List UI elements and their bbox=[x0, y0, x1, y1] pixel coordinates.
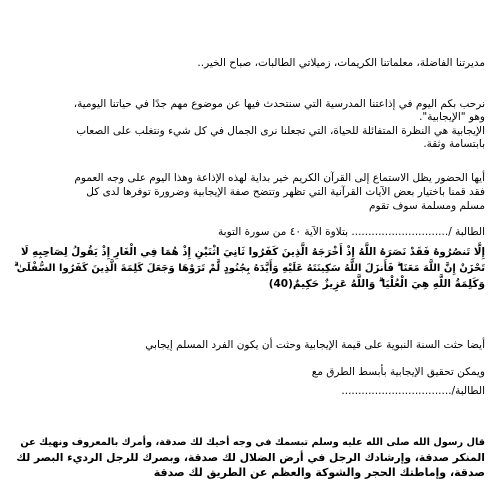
methods-intro-line: ويمكن تحقيق الإيجابية بأبسط الطرق مع bbox=[311, 366, 485, 378]
quran-intro-line: الطالبة /............................. بتلاوة الآية ٤٠ من سورة التوبة bbox=[218, 226, 485, 238]
greeting-line: مديرتنا الفاضلة، معلماتنا الكريمات، زميلاتي الطالبات، صباح الخير.. bbox=[197, 57, 485, 69]
hadith-line-3: صدقة، وإماطتك الحجر والشوكة والعظم عن الطريق لك صدقة bbox=[153, 466, 485, 479]
verse-line-1: إِلَّا تَنصُرُوهُ فَقَدْ نَصَرَهُ اللَّهُ إِذْ أَخْرَجَهُ الَّذِينَ كَفَرُوا ثَانِيَ اثْنَيْنِ إِذْ هُمَا فِي الْغَارِ إِذْ يَقُولُ لِصَاحِبِهِ لَا bbox=[20, 246, 485, 258]
verse-line-3: وَكَلِمَةُ اللَّهِ هِيَ الْعُلْيَا ۗ وَاللَّهُ عَزِيزٌ حَكِيمٌ(40) bbox=[268, 278, 485, 290]
verse-line-2: تَحْزَنْ إِنَّ اللَّهَ مَعَنَا ۖ فَأَنزَلَ اللَّهُ سَكِينَتَهُ عَلَيْهِ وَأَيَّدَهُ بِجُنُودٍ لَّمْ تَرَوْهَا وَجَعَلَ كَلِمَةَ الَّذِينَ كَفَرُوا السُّفْلَىٰ ۗ bbox=[14, 263, 485, 274]
audience-line-2: فقد قمنا باختيار بعض الآيات القرآنية التي تظهر وتتضح صفة الإيجابية وضرورة توفرها لدى كل bbox=[86, 186, 485, 198]
intro-line-2: وهو "الإيجابية". bbox=[419, 111, 485, 123]
audience-line-3: مسلم ومسلمة سوف تقوم bbox=[369, 200, 485, 212]
sunnah-intro-line: أيضا حثت السنة النبوية على قيمة الإيجابية وحثت أن يكون الفرد المسلم إيجابي bbox=[145, 339, 485, 351]
intro-line-3: الإيجابية هي النظرة المتفائلة للحياة، التي تجعلنا نرى الجمال في كل شيء ونتغلب على الصعاب bbox=[76, 125, 485, 137]
intro-line-4: بابتسامة وثقة. bbox=[423, 138, 485, 150]
hadith-line-2: المنكر صدقة، وإرشادك الرجل في أرض الضلال لك صدقة، وبصرك للرجل الرديء البصر لك bbox=[16, 451, 485, 464]
hadith-line-1: قال رسول الله صلى الله عليه وسلم تبسمك في وجه أخيك لك صدقة، وأمرك بالمعروف ونهيك عن bbox=[20, 437, 485, 448]
intro-line-1: نرحب بكم اليوم في إذاعتنا المدرسية التي سنتحدث فيها عن موضوع مهم جدًا في حياتنا اليومية، bbox=[73, 98, 485, 110]
student-blank-line: الطالبة/................................. bbox=[341, 385, 485, 397]
audience-line-1: أيها الحضور يظل الاستماع إلى القرآن الكريم خير بداية لهذه الإذاعة وهذا اليوم على وجه العموم bbox=[74, 172, 485, 184]
